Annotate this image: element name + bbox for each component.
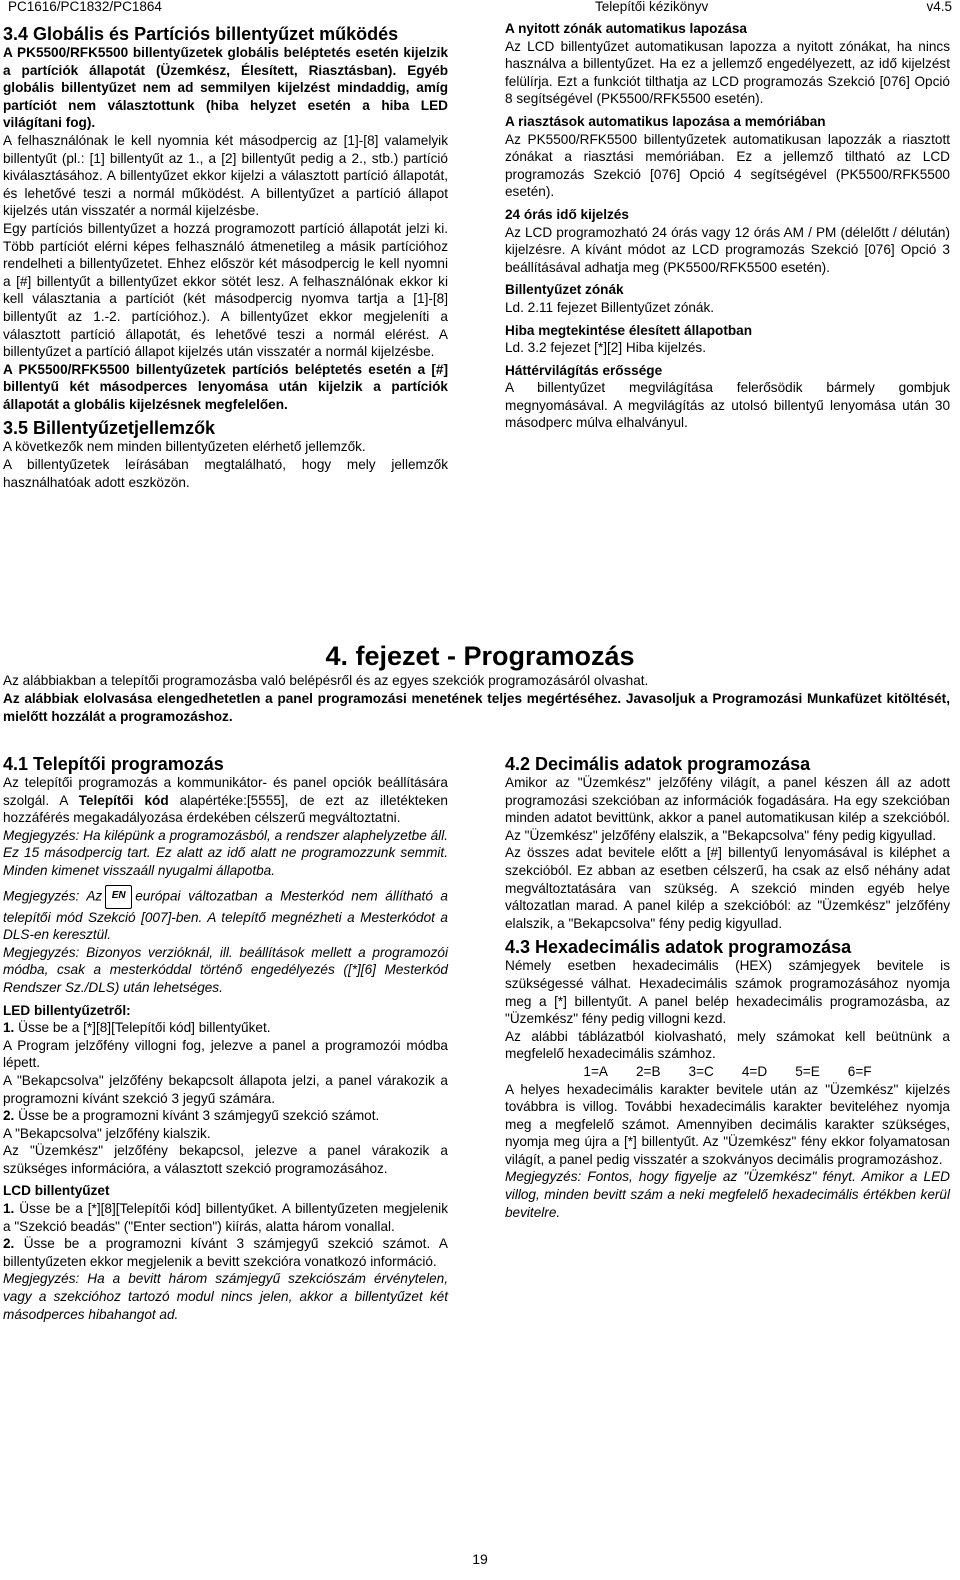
paragraph-partition-select: A felhasználónak le kell nyomnia két másodpercig az [1]-[8] valamelyik billentyűt (pl.: [1] billentyűt az 1., a [2] billentyűt pedig a 2., stb.) partíció kiválasztásához. A billentyűzet ekkor kijelzi a választott partíció állapotát, és lehetővé teszi a normál működést. A billentyűzet a partíció állapot kijelzés után visszatér a normál kijelzésbe. <box>3 132 448 219</box>
note-eu-prefix: Megjegyzés: Az <box>3 888 103 904</box>
paragraph-keypad-zones: Ld. 2.11 fejezet Billentyűzet zónák. <box>505 299 715 315</box>
paragraph-features-note: A következők nem minden billentyűzeten elérhető jellemzők. <box>3 439 366 455</box>
step-number: 2. <box>3 1108 15 1124</box>
heading-lcd-keypad: LCD billentyűzet <box>3 1183 110 1199</box>
column-bottom-right <box>505 754 950 1221</box>
note-invalid-section: Megjegyzés: Ha a bevitt három számjegyű szekciószám érvénytelen, vagy a szekcióhoz tartozó modul nincs jelen, akkor a billentyűzet két másodperces hibahangot ad. <box>3 1271 448 1322</box>
hex-table <box>505 1063 950 1081</box>
page-number: 19 <box>472 1551 488 1567</box>
heading-24h-time: 24 órás idő kijelzés <box>505 206 629 222</box>
paragraph-backlight: A billentyűzet megvilágítása felerősödik bármely gombjuk megnyomásával. A megvilágítás az utolsó billentyű lenyomása után 30 másodperc múlva elhalványul. <box>505 380 950 431</box>
header-version: v4.5 <box>926 0 952 14</box>
step-text: Üsse be a programozni kívánt 3 számjegyű szekció számot. <box>18 1108 380 1124</box>
note-european-version <box>3 885 448 944</box>
hex-entry: 3=C <box>688 1063 714 1079</box>
paragraph-trouble-view: Ld. 3.2 fejezet [*][2] Hiba kijelzés. <box>505 340 706 356</box>
installer-text-c: alapértéke:[5555], de ezt az illetékteken hozzáférés megakadályozása érdekében célszerű megváltoztatni. <box>3 792 448 826</box>
step-text: Üsse be a [*][8][Telepítői kód] billentyűket. <box>18 1020 271 1036</box>
en-icon: EN <box>105 885 132 909</box>
note-master-code: Megjegyzés: Bizonyos verzióknál, ill. beállítások mellett a programozói módba, csak a mesterkóddal történő engedélyezés ([*][6] Mesterkód Rendszer Sz./DLS) után lehetséges. <box>3 944 448 995</box>
installer-text-a: Az telepítői programozás a kommunikátor- és panel opciók beállítására szolgál. A <box>3 775 448 808</box>
paragraph-open-zone-scroll: Az LCD billentyűzet automatikusan lapozza a nyitott zónákat, ha nincs használva a billentyűzet. Ha ez a jellemző engedélyezett, az idő kijelzést felülírja. Ezt a funkciót tilthatja az LCD programozás Szekció [076] Opció 8 segítségével (PK5500/RFK5500 esetén). <box>505 38 950 107</box>
paragraph-24h-time: Az LCD programozható 24 órás vagy 12 órás AM / PM (délelőtt / délután) kijelzésre. A kívánt módot az LCD programozás Szekció [076] Opció 3 beállításával adhatja meg (PK5500/RFK5500 esetén). <box>505 224 950 275</box>
step-number: 1. <box>3 1020 15 1036</box>
section-title-3-4: 3.4 Globális és Partíciós billentyűzet működés <box>3 24 399 44</box>
paragraph-hex-2: Az alábbi táblázatból kiolvasható, mely számokat kell beütnünk a megfelelő hexadecimális számhoz. <box>505 1028 950 1062</box>
section-title-3-5: 3.5 Billentyűzetjellemzők <box>3 418 216 439</box>
column-top-right <box>505 20 950 432</box>
paragraph-pk5500-global: A PK5500/RFK5500 billentyűzetek globális beléptetés esetén kijelzik a partíciók állapotát (Üzemkész, Élesített, Riasztásban). Egyéb globális billentyűzet nem ad semmilyen kijelzést mindaddig, amíg partíciót nem választottunk (hiba helyzet esetén a hiba LED világítani fog). <box>3 45 448 131</box>
section-title-4-3: 4.3 Hexadecimális adatok programozása <box>505 937 852 958</box>
heading-keypad-zones: Billentyűzet zónák <box>505 282 624 298</box>
heading-alarm-memory-scroll: A riasztások automatikus lapozása a memóriában <box>505 113 826 129</box>
hex-entry: 2=B <box>635 1063 661 1079</box>
paragraph-partition-keypad: Egy partíciós billentyűzet a hozzá programozott partíció állapotát jelzi ki. Több partíciót elérni képes felhasználó átmenetileg a másik partícióhoz rendelheti a billentyűzetet. Ehhez először két másodpercig le kell nyomni a [#] billentyűt a billentyűzet ekkor sötét lesz. A felhasználónak ekkor ki kell választania a partíciót (két másodpercig nyomva tartja a [1]-[8] billentyűt az 1.-2. partícióhoz.). A billentyűzet ekkor megjeleníti a választott partíció állapotát, és lehetővé teszi a normál elérést. A billentyűzet a partíció állapot kijelzés után visszatér a normál kijelzésbe. <box>3 220 448 360</box>
hex-entry: 6=F <box>847 1063 872 1079</box>
heading-open-zone-scroll: A nyitott zónák automatikus lapozása <box>505 21 747 36</box>
step-led-2 <box>3 1107 448 1125</box>
section-title-4-1: 4.1 Telepítői programozás <box>3 754 224 774</box>
paragraph-hex-3: A helyes hexadecimális karakter bevitele után az "Üzemkész" kijelzés továbbra is villog. További hexadecimális karakter beviteléhez nyomja meg a megfelelő számot. Amennyiben decimális karakter szükséges, nyomja meg újra a [*] billentyűt. Az "Üzemkész" fény ekkor folyamatosan világít, a panel pedig visszatér a szokványos decimális programozáshoz. <box>505 1081 950 1167</box>
paragraph-alarm-memory-scroll: Az PK5500/RFK5500 billentyűzetek automatikusan lapozzák a riasztott zónákat a riasztási memóriában. Ez a jellemző tiltható az LCD programozás Szekció [076] Opció 4 segítségével (PK5500/RFK5500 esetén). <box>505 131 950 200</box>
step-text: Üsse be a programozni kívánt 3 számjegyű szekció számot. A billentyűzeten ekkor megjelenik a bevitt szekcióra vonatkozó információ. <box>3 1236 448 1269</box>
paragraph-installer-programming <box>3 774 448 827</box>
step-number: 1. <box>3 1201 15 1217</box>
hex-entry: 1=A <box>583 1063 608 1079</box>
column-top-left <box>3 24 448 491</box>
note-ready-led: Megjegyzés: Fontos, hogy figyelje az "Üzemkész" fényt. Amikor a LED villog, minden bevitt szám a neki megfelelő hexadecimális értékben kerül bevitelre. <box>505 1169 950 1220</box>
paragraph-ready-on: Az "Üzemkész" jelzőfény bekapcsol, jelezve a panel várakozik a szükséges információra, a választott szekció programozásához. <box>3 1143 448 1176</box>
step-lcd-2 <box>3 1235 448 1270</box>
step-lcd-1 <box>3 1200 448 1235</box>
step-text: Üsse be a [*][8][Telepítői kód] billentyűket. A billentyűzeten megjelenik a "Szekció beadás" ("Enter section") kiírás, alatta három vonallal. <box>3 1201 449 1234</box>
chapter-intro-bold: Az alábbiak elolvasása elengedhetetlen a panel programozási menetének teljes megértéséhez. Javasoljuk a Programozási Munkafüzet kitöltését, mielőtt hozzálát a programozáshoz. <box>3 691 950 724</box>
column-bottom-left <box>3 754 448 1323</box>
heading-trouble-view: Hiba megtekintése élesített állapotban <box>505 322 753 338</box>
heading-led-keypad: LED billentyűzetről: <box>3 1002 131 1018</box>
paragraph-program-led: A Program jelzőfény villogni fog, jelezve a panel a programozói módba lépett. <box>3 1037 448 1071</box>
installer-code-term: Telepítői kód <box>78 792 169 808</box>
header-model: PC1616/PC1832/PC1864 <box>8 0 162 14</box>
heading-backlight: Háttérvilágítás erőssége <box>505 362 663 378</box>
paragraph-hex-1: Némely esetben hexadecimális (HEX) számjegyek bevitele is szükségessé válhat. Hexadecimális számok programozásához nyomja meg a [*] billentyűt. A panel belép hexadecimális programozásba, az "Üzemkész" fény pedig villogni kezd. <box>505 958 950 1027</box>
paragraph-decimal-1: Amikor az "Üzemkész" jelzőfény világít, a panel készen áll az adott programozási szekcióban az információk fogadására. Ha egy szekcióban minden adatot bevittünk, akkor a panel automatikusan kilép a szekcióból. Az "Üzemkész" jelzőfény elalszik, a "Bekapcsolva" fény pedig kigyullad. <box>505 775 950 843</box>
running-header <box>0 0 960 16</box>
chapter-title: 4. fejezet - Programozás <box>325 641 635 671</box>
chapter-intro <box>3 672 950 726</box>
paragraph-decimal-2: Az összes adat bevitele előtt a [#] billentyű lenyomásával is kiléphet a szekcióból. Ez abban az esetben célszerű, ha csak az első néhány adat megváltoztatására van szükség. A szekció minden egyéb helye változatlan marad. A panel kilép a szekcióból: az "Üzemkész" jelzőfény elalszik, a "Bekapcsolva" fény pedig kigyullad. <box>505 845 950 931</box>
step-led-1 <box>3 1019 448 1037</box>
header-manual-title: Telepítői kézikönyv <box>595 0 709 14</box>
paragraph-armed-off: A "Bekapcsolva" jelzőfény kialszik. <box>3 1125 211 1141</box>
chapter-intro-line: Az alábbiakban a telepítői programozásba való belépésről és az egyes szekciók programozásáról olvashat. <box>3 673 649 688</box>
step-number: 2. <box>3 1236 15 1252</box>
note-exit-programming: Megjegyzés: Ha kilépünk a programozásból, a rendszer alaphelyzetbe áll. Ez 15 másodpercig tart. Ez alatt az idő alatt ne programozzunk semmit. Minden kimenet visszaáll nyugalmi állapotba. <box>3 827 448 878</box>
section-title-4-2: 4.2 Decimális adatok programozása <box>505 754 811 774</box>
paragraph-armed-led: A "Bekapcsolva" jelzőfény bekapcsolt állapota jelzi, a panel várakozik a programozni kívánt szekció 3 jegyű számára. <box>3 1072 448 1106</box>
paragraph-features-desc: A billentyűzetek leírásában megtalálható, hogy mely jellemzők használhatóak adott eszközön. <box>3 457 448 490</box>
note-eu-text: európai változatban a Mesterkód nem állítható a telepítői mód Szekció [007]-ben. A telepítő megnézheti a Mesterkódot a DLS-en keresztül. <box>3 888 448 943</box>
paragraph-pk5500-partition: A PK5500/RFK5500 billentyűzetek partíciós beléptetés esetén a [#] billentyű két másodperces lenyomása után kijelzik a partíciók állapotát a globális kijelzésnek megfelelően. <box>3 361 448 412</box>
hex-entry: 4=D <box>741 1063 768 1079</box>
hex-entry: 5=E <box>795 1063 820 1079</box>
